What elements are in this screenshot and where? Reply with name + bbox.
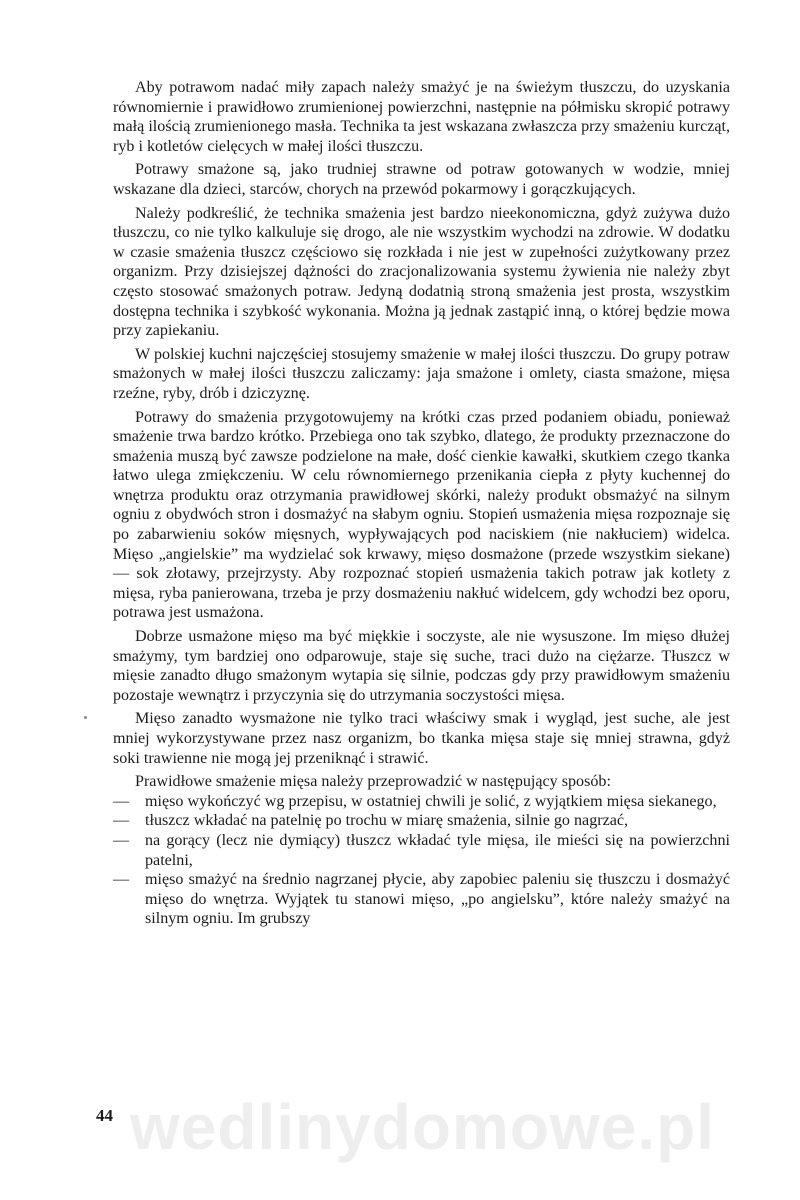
paragraph-1: Aby potrawom nadać miły zapach należy smażyć je na świeżym tłuszczu, do uzyskania równomiernie i prawidłowo zrumienionej powierzchni, następnie na półmisku skropić potrawy małą ilością zrumienionego masła. Technika ta jest wskazana zwłaszcza przy smażeniu kurcząt, ryb i kotletów cielęcych w małej ilości tłuszczu. [113, 79, 730, 155]
dash-bullet: — [113, 871, 130, 889]
list-item-text: tłuszcz wkładać na patelnię po trochu w miarę smażenia, silnie go nagrzać, [145, 812, 629, 830]
paragraph-3: Należy podkreślić, że technika smażenia jest bardzo nieekonomiczna, gdyż zużywa dużo tłuszczu, co nie tylko kalkuluje się drogo, ale nie wszystkim wychodzi na zdrowie. W dodatku w czasie smażenia tłuszcz częściowo się rozkłada i nie jest w zupełności zużytkowany przez organizm. Przy dzisiejszej dążności do zracjonalizowania systemu żywienia nie należy zbyt często stosować smażonych potraw. Jedyną dodatnią stroną smażenia jest prosta, wszystkim dostępna technika i szybkość wykonania. Można ją jednak zastąpić inną, o której będzie mowa przy zapiekaniu. [113, 204, 730, 340]
body-text [113, 78, 730, 929]
list-item-text: mięso smażyć na średnio nagrzanej płycie, aby zapobiec paleniu się tłuszczu i dosmażyć mięso do wnętrza. Wyjątek tu stanowi mięso, „po angielsku”, które należy smażyć na silnym ogniu. Im grubszy [145, 871, 730, 928]
list-item [113, 870, 730, 929]
page-number: 44 [96, 1106, 113, 1125]
list-item-text: na gorący (lecz nie dymiący) tłuszcz wkładać tyle mięsa, ile mieści się na powierzchni patelni, [145, 831, 730, 869]
paragraph-5: Potrawy do smażenia przygotowujemy na krótki czas przed podaniem obiadu, ponieważ smażenie trwa bardzo krótko. Przebiega ono tak szybko, dlatego, że produkty przeznaczone do smażenia muszą być zawsze podzielone na małe, dość cienkie kawałki, skutkiem czego tkanka łatwo ulega zmiękczeniu. W celu równomiernego przenikania ciepła z płyty kuchennej do wnętrza produktu oraz otrzymania prawidłowej skórki, należy produkt obsmażyć na silnym ogniu z obydwóch stron i dosmażyć na słabym ogniu. Stopień usmażenia mięsa rozpoznaje się po zabarwieniu soków mięsnych, wypływających pod naciskiem (nie nakłuciem) widelca. Mięso „angielskie” ma wydzielać sok krwawy, mięso dosmażone (przede wszystkim siekane) — sok złotawy, przejrzysty. Aby rozpoznać stopień usmażenia takich potraw jak kotlety z mięsa, ryba panierowana, trzeba je przy dosmażeniu nakłuć widelcem, gdy wchodzi bez oporu, potrawa jest usmażona. [113, 408, 730, 622]
frying-steps-list [113, 792, 730, 929]
dash-bullet: — [113, 831, 130, 849]
paragraph-6: Dobrze usmażone mięso ma być miękkie i soczyste, ale nie wysuszone. Im mięso dłużej smażymy, tym bardziej ono odparowuje, staje się suche, traci dużo na ciężarze. Tłuszcz w mięsie zanadto długo smażonym wytapia się silnie, podczas gdy przy prawidłowym smażeniu pozostaje wewnątrz i przyczynia się do utrzymania soczystości mięsa. [113, 628, 730, 704]
paragraph-2: Potrawy smażone są, jako trudniej strawne od potraw gotowanych w wodzie, mniej wskazane dla dzieci, starców, chorych na przewód pokarmowy i gorączkujących. [113, 161, 730, 198]
watermark: wedlinydomowe.pl [130, 1091, 715, 1163]
list-item [113, 811, 730, 831]
paragraph-4: W polskiej kuchni najczęściej stosujemy smażenie w małej ilości tłuszczu. Do grupy potraw smażonych w małej ilości tłuszczu zaliczamy: jaja smażone i omlety, ciasta smażone, mięsa rzeźne, ryby, drób i dziczyznę. [113, 345, 730, 402]
list-item [113, 831, 730, 870]
paragraph-7: Mięso zanadto wysmażone nie tylko traci właściwy smak i wygląd, jest suche, ale jest mniej wykorzystywane przez nasz organizm, bo tkanka mięsa staje się mniej strawna, gdyż soki trawienne nie mogą jej przeniknąć i strawić. [113, 710, 730, 767]
dash-bullet: — [113, 792, 130, 810]
list-item-text: mięso wykończyć wg przepisu, w ostatniej chwili je solić, z wyjątkiem mięsa siekanego, [145, 792, 717, 810]
print-speck [84, 716, 87, 719]
list-item [113, 792, 730, 812]
paragraph-8: Prawidłowe smażenie mięsa należy przeprowadzić w następujący sposób: [135, 773, 611, 791]
dash-bullet: — [113, 812, 130, 830]
